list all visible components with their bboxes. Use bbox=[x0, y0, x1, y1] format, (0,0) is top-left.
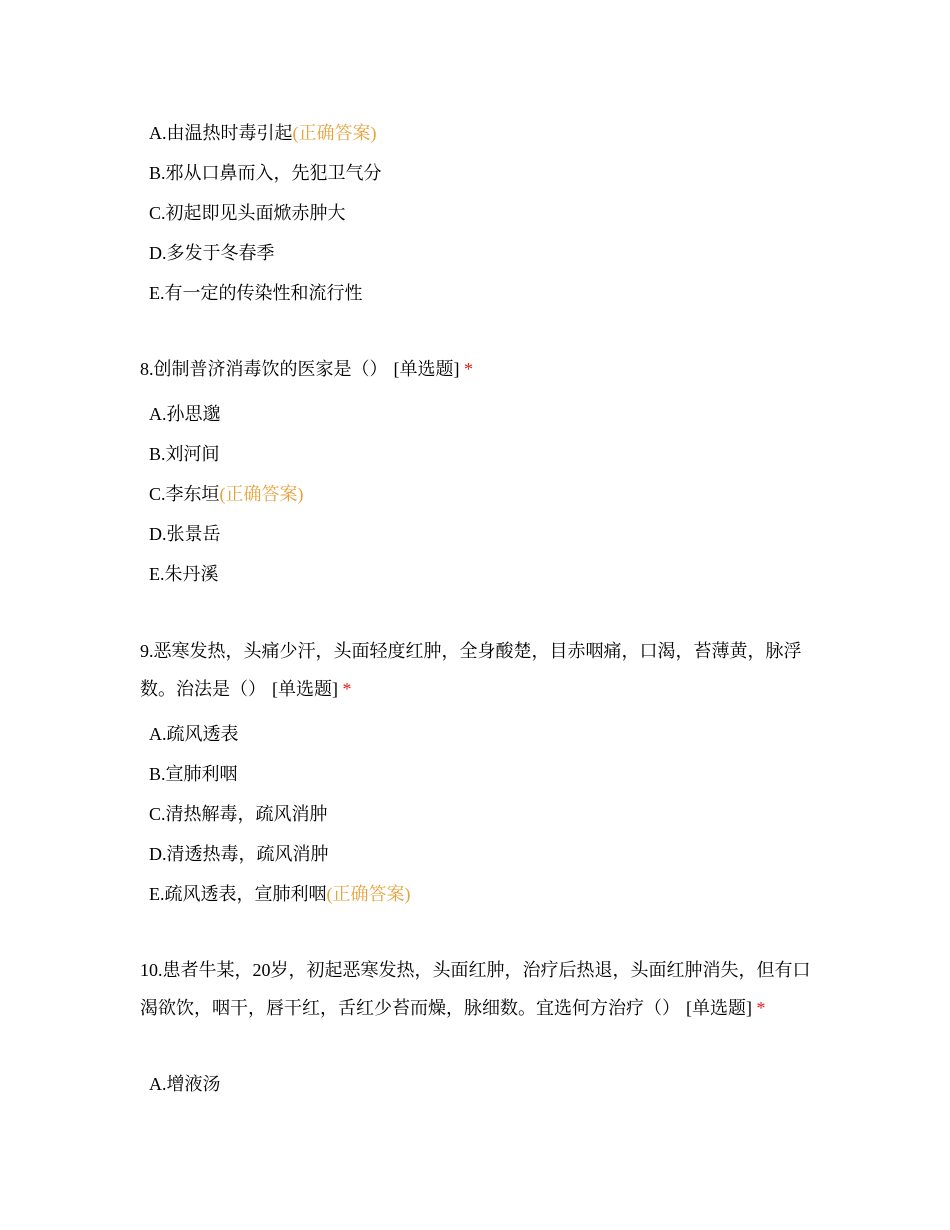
required-mark: * bbox=[756, 998, 766, 1018]
q10-option-a bbox=[149, 1072, 221, 1096]
option-text: D.多发于冬春季 bbox=[149, 243, 275, 263]
correct-answer-tag: (正确答案) bbox=[326, 884, 411, 904]
option-text: B.宣肺利咽 bbox=[149, 764, 238, 784]
q9-option-e bbox=[149, 882, 411, 906]
option-text: C.清热解毒，疏风消肿 bbox=[149, 804, 328, 824]
question-9-title bbox=[140, 632, 820, 708]
option-text: E.朱丹溪 bbox=[149, 564, 219, 584]
option-a-prev bbox=[149, 121, 377, 145]
required-mark: * bbox=[342, 679, 352, 699]
question-text: 9.恶寒发热，头痛少汗，头面轻度红肿，全身酸楚，目赤咽痛，口渴，苔薄黄，脉浮数。治法是（） bbox=[140, 641, 802, 699]
option-text: A.孙思邈 bbox=[149, 404, 221, 424]
option-text: A.疏风透表 bbox=[149, 724, 239, 744]
question-text: 10.患者牛某，20岁，初起恶寒发热，头面红肿，治疗后热退，头面红肿消失，但有口渴欲饮，咽干，唇干红，舌红少苔而燥，脉细数。宜选何方治疗（） bbox=[140, 960, 811, 1018]
option-text: E.有一定的传染性和流行性 bbox=[149, 283, 363, 303]
question-8-title bbox=[140, 350, 820, 388]
option-text: B.刘河间 bbox=[149, 444, 220, 464]
q8-option-d bbox=[149, 522, 221, 546]
option-text: E.疏风透表，宣肺利咽 bbox=[149, 884, 327, 904]
q8-option-b bbox=[149, 442, 220, 466]
q9-option-c bbox=[149, 802, 328, 826]
option-b-prev bbox=[149, 161, 382, 185]
q9-option-b bbox=[149, 762, 238, 786]
option-d-prev bbox=[149, 241, 275, 265]
option-text: C.李东垣 bbox=[149, 484, 220, 504]
q8-option-e bbox=[149, 562, 219, 586]
q8-option-a bbox=[149, 402, 221, 426]
option-text: A.增液汤 bbox=[149, 1074, 221, 1094]
q8-option-c bbox=[149, 482, 304, 506]
option-e-prev bbox=[149, 281, 363, 305]
question-text: 8.创制普济消毒饮的医家是（） bbox=[140, 359, 388, 379]
q9-option-d bbox=[149, 842, 329, 866]
required-mark: * bbox=[464, 359, 473, 379]
option-text: B.邪从口鼻而入，先犯卫气分 bbox=[149, 163, 382, 183]
option-text: D.张景岳 bbox=[149, 524, 221, 544]
option-text: D.清透热毒，疏风消肿 bbox=[149, 844, 329, 864]
option-c-prev bbox=[149, 201, 346, 225]
option-text: C.初起即见头面焮赤肿大 bbox=[149, 203, 346, 223]
question-type: [单选题] bbox=[686, 998, 752, 1018]
question-type: [单选题] bbox=[272, 679, 338, 699]
question-10-title bbox=[140, 951, 820, 1027]
correct-answer-tag: (正确答案) bbox=[219, 484, 304, 504]
q9-option-a bbox=[149, 722, 239, 746]
question-type: [单选题] bbox=[393, 359, 460, 379]
option-text: A.由温热时毒引起 bbox=[149, 123, 293, 143]
correct-answer-tag: (正确答案) bbox=[292, 123, 377, 143]
